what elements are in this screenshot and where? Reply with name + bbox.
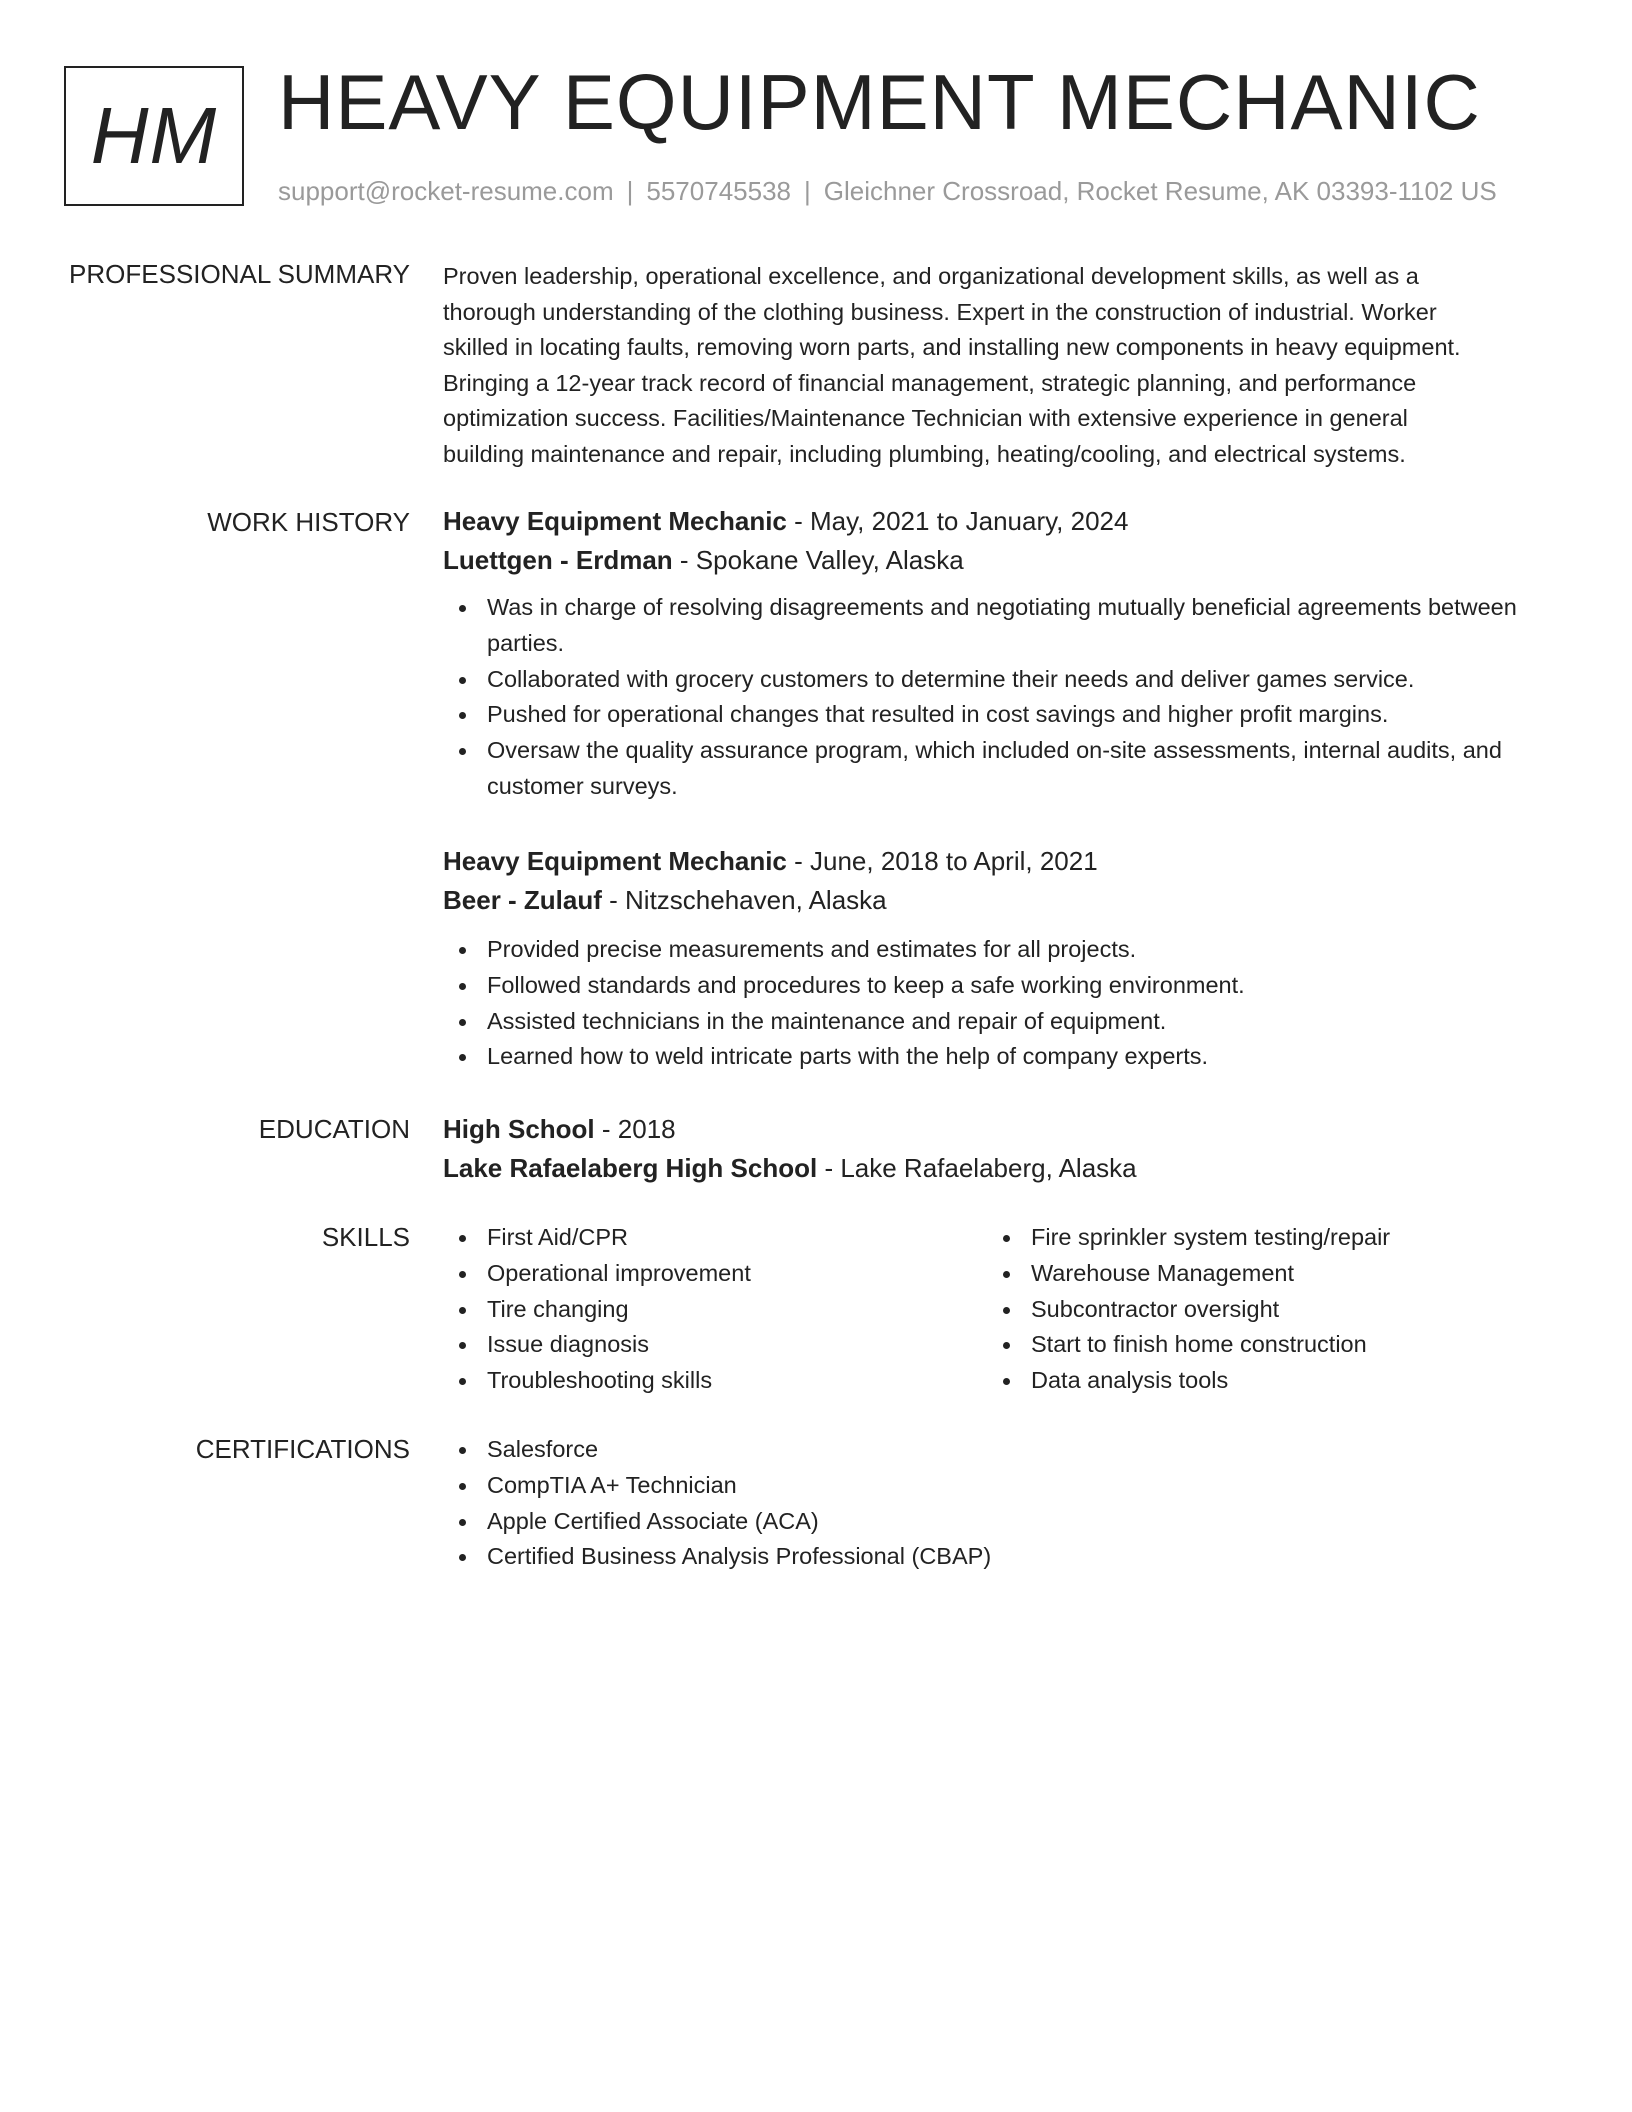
certification-item: Certified Business Analysis Professional (CBAP) bbox=[443, 1539, 1563, 1575]
education-year: - 2018 bbox=[594, 1114, 676, 1144]
certification-item: CompTIA A+ Technician bbox=[443, 1468, 1563, 1504]
contact-separator: | bbox=[626, 176, 634, 206]
certification-item: Salesforce bbox=[443, 1432, 1563, 1468]
job-company-line bbox=[443, 541, 1563, 580]
section-label-summary: PROFESSIONAL SUMMARY bbox=[69, 259, 410, 289]
job-bullets bbox=[443, 590, 1563, 805]
education-degree: High School bbox=[443, 1114, 595, 1144]
summary-line: Proven leadership, operational excellence, and organizational development skills, as well as a bbox=[443, 263, 1419, 289]
job-title: Heavy Equipment Mechanic bbox=[443, 846, 787, 876]
summary-line: Bringing a 12-year track record of financial management, strategic planning, and performance bbox=[443, 369, 1417, 396]
job-title-line bbox=[443, 502, 1563, 541]
summary-line: thorough understanding of the clothing business. Expert in the construction of industrial. Worker bbox=[443, 298, 1437, 325]
skills-list bbox=[987, 1220, 1507, 1399]
skill-item: Issue diagnosis bbox=[443, 1327, 963, 1363]
certifications-body bbox=[443, 1432, 1563, 1575]
job-bullet: Collaborated with grocery customers to determine their needs and deliver games service. bbox=[443, 662, 1563, 698]
summary-line: building maintenance and repair, including plumbing, heating/cooling, and electrical systems. bbox=[443, 440, 1406, 467]
education-school-line bbox=[443, 1149, 1563, 1188]
section-label-education: EDUCATION bbox=[258, 1114, 410, 1144]
skill-item: First Aid/CPR bbox=[443, 1220, 963, 1256]
job-bullet: Was in charge of resolving disagreements and negotiating mutually beneficial agreements between parties. bbox=[443, 590, 1563, 662]
resume-title: HEAVY EQUIPMENT MECHANIC bbox=[278, 58, 1481, 146]
job-title-line bbox=[443, 842, 1563, 881]
job-bullet: Learned how to weld intricate parts with the help of company experts. bbox=[443, 1039, 1563, 1075]
job-location: - Spokane Valley, Alaska bbox=[672, 545, 964, 575]
job-bullet: Provided precise measurements and estimates for all projects. bbox=[443, 932, 1563, 968]
certifications-list bbox=[443, 1432, 1563, 1575]
skill-item: Warehouse Management bbox=[987, 1256, 1507, 1292]
skill-item: Tire changing bbox=[443, 1292, 963, 1328]
education-location: - Lake Rafaelaberg, Alaska bbox=[817, 1153, 1137, 1183]
skill-item: Fire sprinkler system testing/repair bbox=[987, 1220, 1507, 1256]
job-bullet: Assisted technicians in the maintenance and repair of equipment. bbox=[443, 1004, 1563, 1040]
contact-email[interactable]: support@rocket-resume.com bbox=[278, 176, 614, 206]
skill-item: Start to finish home construction bbox=[987, 1327, 1507, 1363]
job-entry bbox=[443, 502, 1563, 805]
monogram-logo: HM bbox=[64, 66, 244, 206]
job-bullets bbox=[443, 932, 1563, 1075]
summary-line: optimization success. Facilities/Maintenance Technician with extensive experience in general bbox=[443, 405, 1408, 432]
job-dates: - June, 2018 to April, 2021 bbox=[786, 846, 1098, 876]
skill-item: Troubleshooting skills bbox=[443, 1363, 963, 1399]
section-label-work-history: WORK HISTORY bbox=[207, 507, 410, 537]
contact-phone[interactable]: 5570745538 bbox=[646, 176, 791, 206]
section-label-certifications: CERTIFICATIONS bbox=[195, 1434, 410, 1464]
job-entry bbox=[443, 842, 1563, 1075]
job-bullet: Oversaw the quality assurance program, which included on-site assessments, internal audits, and customer surveys. bbox=[443, 733, 1563, 805]
contact-separator: | bbox=[804, 176, 811, 206]
skills-column-left bbox=[443, 1220, 963, 1399]
certification-item: Apple Certified Associate (ACA) bbox=[443, 1504, 1563, 1540]
skill-item: Operational improvement bbox=[443, 1256, 963, 1292]
section-label-skills: SKILLS bbox=[321, 1222, 410, 1252]
contact-address: Gleichner Crossroad, Rocket Resume, AK 03393-1102 US bbox=[823, 176, 1497, 206]
job-dates: - May, 2021 to January, 2024 bbox=[786, 506, 1129, 536]
education-degree-line bbox=[443, 1110, 1563, 1149]
job-company: Luettgen - Erdman bbox=[443, 545, 673, 575]
job-title: Heavy Equipment Mechanic bbox=[443, 506, 787, 536]
education-body bbox=[443, 1110, 1563, 1188]
skills-column-right bbox=[987, 1220, 1507, 1399]
job-bullet: Followed standards and procedures to keep a safe working environment. bbox=[443, 968, 1563, 1004]
skill-item: Data analysis tools bbox=[987, 1363, 1507, 1399]
education-school: Lake Rafaelaberg High School bbox=[443, 1153, 818, 1183]
job-bullet: Pushed for operational changes that resulted in cost savings and higher profit margins. bbox=[443, 697, 1563, 733]
contact-line bbox=[278, 174, 1497, 208]
skills-list bbox=[443, 1220, 963, 1399]
summary-body bbox=[443, 259, 1563, 473]
skill-item: Subcontractor oversight bbox=[987, 1292, 1507, 1328]
job-location: - Nitzschehaven, Alaska bbox=[601, 885, 887, 915]
job-company: Beer - Zulauf bbox=[443, 885, 602, 915]
job-company-line bbox=[443, 881, 1563, 920]
summary-line: skilled in locating faults, removing worn parts, and installing new components in heavy equipment. bbox=[443, 334, 1461, 361]
